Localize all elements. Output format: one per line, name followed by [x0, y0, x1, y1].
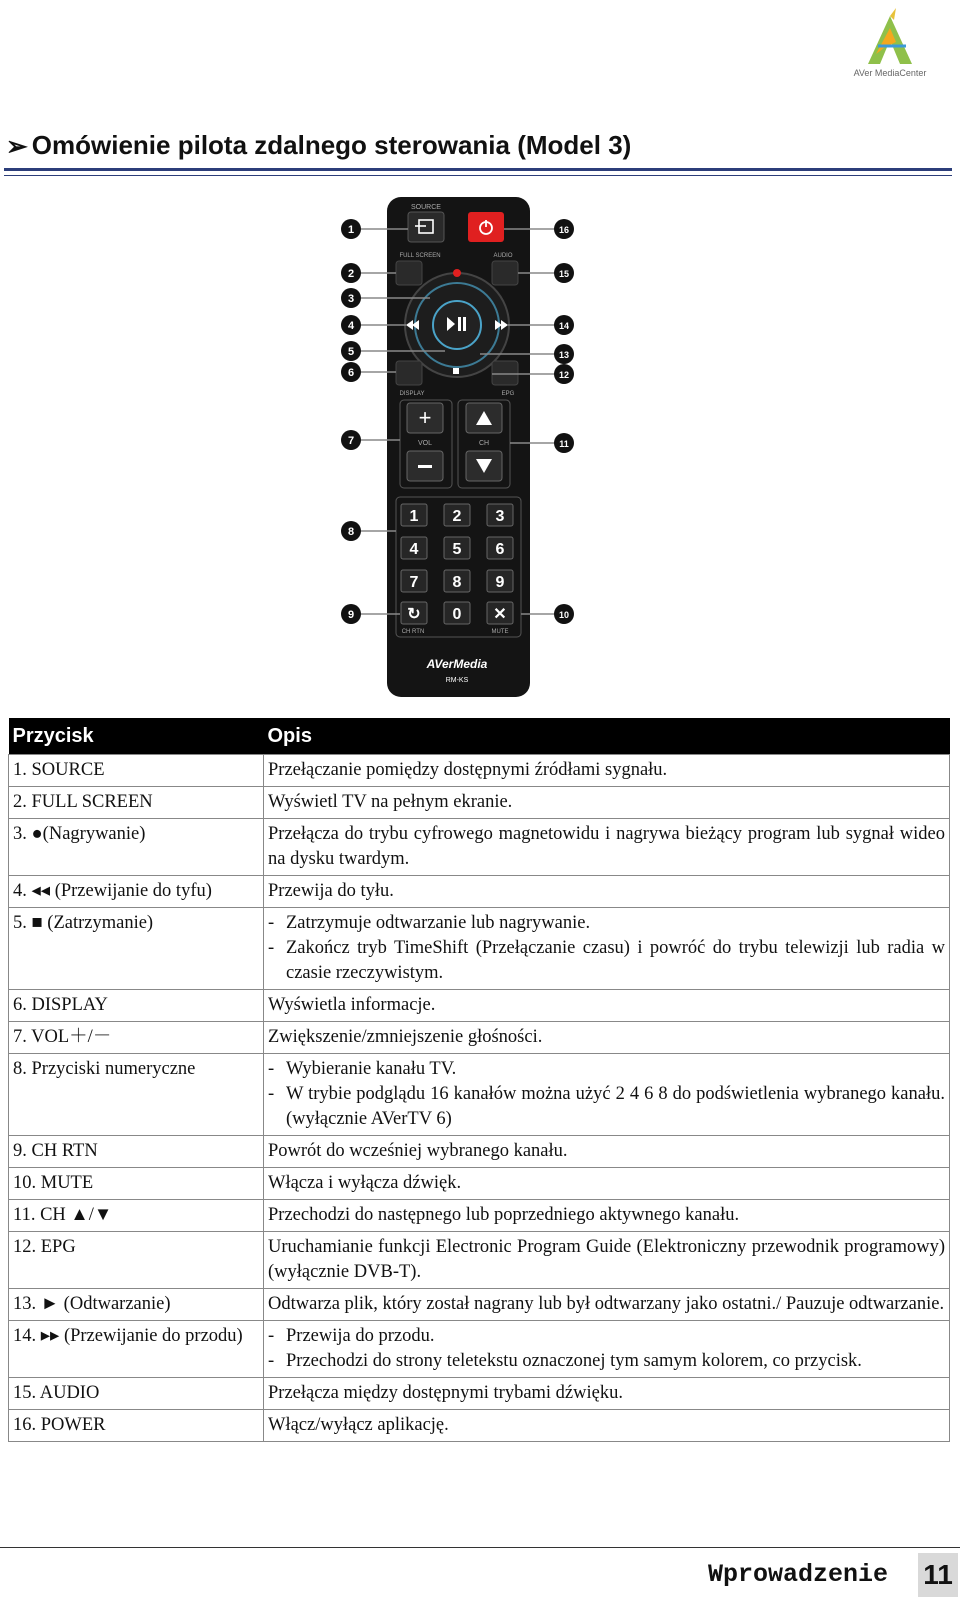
- footer-rule: [0, 1547, 960, 1548]
- description-list-item: [268, 911, 945, 936]
- audio-button: [492, 261, 518, 285]
- remote-label-audio: AUDIO: [493, 253, 513, 259]
- button-name-cell: 3. ●(Nagrywanie): [9, 819, 264, 876]
- description-text: Przewija do tyłu.: [268, 881, 394, 901]
- table-row: [9, 819, 950, 876]
- digit-label: 7: [409, 574, 419, 591]
- digit-label: 3: [495, 508, 505, 525]
- header-przycisk: Przycisk: [9, 718, 264, 755]
- description-cell: [264, 1410, 950, 1442]
- callout-number: 5: [347, 346, 355, 358]
- table-row: [9, 1289, 950, 1321]
- avermedia-center-logo: [838, 6, 942, 84]
- table-row: [9, 1136, 950, 1168]
- description-cell: [264, 1232, 950, 1289]
- description-text: Przechodzi do strony teletekstu oznaczonej tym samym kolorem, co przycisk.: [286, 1351, 862, 1371]
- callout-number: 2: [347, 268, 355, 280]
- title-rule-thin: [4, 175, 952, 176]
- dash-bullet: -: [268, 938, 275, 958]
- source-button: [408, 212, 444, 242]
- button-name-cell: 6. DISPLAY: [9, 990, 264, 1022]
- description-text: Przechodzi do następnego lub poprzedniego aktywnego kanału.: [268, 1205, 740, 1225]
- description-text: Przełącza między dostępnymi trybami dźwięku.: [268, 1383, 623, 1403]
- title-rule-thick: [4, 168, 952, 171]
- description-cell: [264, 1136, 950, 1168]
- table-row: [9, 787, 950, 819]
- page-number: 11: [918, 1553, 958, 1597]
- epg-button: [492, 361, 518, 385]
- remote-label-display: DISPLAY: [399, 391, 425, 397]
- callout-number: 12: [558, 370, 570, 380]
- button-name-cell: 15. AUDIO: [9, 1378, 264, 1410]
- callout-number: 4: [347, 320, 355, 332]
- dash-bullet: -: [268, 1326, 275, 1346]
- remote-label-ch-rtn: CH RTN: [401, 629, 425, 635]
- description-text: Przełączanie pomiędzy dostępnymi źródłami sygnału.: [268, 760, 668, 780]
- remote-label-full-screen: FULL SCREEN: [399, 253, 441, 259]
- page-title: [6, 130, 631, 161]
- digit-label: 0: [452, 606, 462, 623]
- table-row: [9, 1054, 950, 1136]
- description-text: W trybie podglądu 16 kanałów można użyć 2 4 6 8 do podświetlenia wybranego kanału. (wyłącznie AVerTV 6): [286, 1084, 945, 1129]
- description-list-item: [268, 1324, 945, 1349]
- digit-label: 9: [495, 574, 505, 591]
- table-row: [9, 1410, 950, 1442]
- logo-text: AVer MediaCenter: [853, 68, 927, 78]
- description-cell: [264, 755, 950, 787]
- table-row: [9, 1022, 950, 1054]
- description-text: Zwiększenie/zmniejszenie głośności.: [268, 1027, 543, 1047]
- page-title-text: Omówienie pilota zdalnego sterowania (Model 3): [31, 130, 632, 160]
- table-row: [9, 1321, 950, 1378]
- header-opis: Opis: [264, 718, 950, 755]
- button-name-cell: 7. VOL＋/－: [9, 1022, 264, 1054]
- logo-a-icon: [838, 6, 942, 68]
- callout-number: 10: [558, 610, 570, 620]
- button-name-cell: 4. ◂◂ (Przewijanie do tyfu): [9, 876, 264, 908]
- description-text: Przełącza do trybu cyfrowego magnetowidu i nagrywa bieżący program lub sygnał wideo na dysku twardym.: [268, 824, 945, 869]
- digit-label: 1: [409, 508, 419, 525]
- stop-icon: [453, 368, 459, 374]
- description-cell: [264, 1200, 950, 1232]
- description-text: Włącza i wyłącza dźwięk.: [268, 1173, 462, 1193]
- button-name-cell: 1. SOURCE: [9, 755, 264, 787]
- digit-label: 6: [495, 541, 505, 558]
- button-name-cell: 9. CH RTN: [9, 1136, 264, 1168]
- callout-number: 16: [558, 225, 570, 235]
- dash-bullet: -: [268, 1084, 275, 1104]
- full-screen-button: [396, 261, 422, 285]
- mute-icon: ✕: [493, 606, 507, 623]
- description-text: Odtwarza plik, który został nagrany lub był odtwarzany jako ostatni./ Pauzuje odtwarzanie.: [268, 1294, 945, 1314]
- description-text: Uruchamianie funkcji Electronic Program Guide (Elektroniczny przewodnik programowy) (wyłącznie DVB-T).: [268, 1237, 945, 1282]
- ch-rtn-icon: ↻: [407, 606, 421, 623]
- description-cell: [264, 908, 950, 990]
- description-cell: [264, 1378, 950, 1410]
- callout-number: 1: [347, 224, 355, 236]
- table-row: [9, 908, 950, 990]
- callout-number: 6: [347, 367, 355, 379]
- table-row: [9, 1232, 950, 1289]
- button-name-cell: 5. ■ (Zatrzymanie): [9, 908, 264, 990]
- button-name-cell: 11. CH ▲/▼: [9, 1200, 264, 1232]
- description-list-item: [268, 1082, 945, 1132]
- description-text: Zatrzymuje odtwarzanie lub nagrywanie.: [286, 913, 591, 933]
- display-button: [396, 361, 422, 385]
- digit-label: 8: [452, 574, 462, 591]
- description-list-item: [268, 1057, 945, 1082]
- table-row: [9, 876, 950, 908]
- footer-section-name: Wprowadzenie: [708, 1560, 889, 1589]
- description-cell: [264, 990, 950, 1022]
- button-name-cell: 14. ▸▸ (Przewijanie do przodu): [9, 1321, 264, 1378]
- button-name-cell: 16. POWER: [9, 1410, 264, 1442]
- callout-number: 13: [558, 350, 570, 360]
- dash-bullet: -: [268, 1351, 275, 1371]
- table-header-row: [9, 718, 950, 755]
- callout-number: 11: [559, 439, 569, 449]
- callout-number: 3: [347, 293, 355, 305]
- button-name-cell: 10. MUTE: [9, 1168, 264, 1200]
- callout-number: 15: [558, 269, 570, 279]
- record-icon: [453, 269, 461, 277]
- remote-brand: AVerMedia: [426, 657, 488, 671]
- description-list-item: [268, 1349, 945, 1374]
- table-row: [9, 755, 950, 787]
- remote-control-figure: [320, 195, 620, 710]
- description-list-item: [268, 936, 945, 986]
- description-text: Powrót do wcześniej wybranego kanału.: [268, 1141, 568, 1161]
- button-name-cell: 8. Przyciski numeryczne: [9, 1054, 264, 1136]
- description-cell: [264, 819, 950, 876]
- description-cell: [264, 876, 950, 908]
- dash-bullet: -: [268, 1059, 275, 1079]
- description-text: Włącz/wyłącz aplikację.: [268, 1415, 449, 1435]
- digit-label: 2: [452, 508, 462, 525]
- description-cell: [264, 1168, 950, 1200]
- table-row: [9, 990, 950, 1022]
- callout-number: 8: [347, 526, 355, 538]
- description-text: Wyświetl TV na pełnym ekranie.: [268, 792, 513, 812]
- description-cell: [264, 1022, 950, 1054]
- remote-label-mute: MUTE: [491, 629, 509, 635]
- button-name-cell: 13. ► (Odtwarzanie): [9, 1289, 264, 1321]
- description-text: Zakończ tryb TimeShift (Przełączanie czasu) i powróć do trybu telewizji lub radia w czasie rzeczywistym.: [286, 938, 945, 983]
- description-text: Przewija do przodu.: [286, 1326, 435, 1346]
- table-row: [9, 1168, 950, 1200]
- play-pause-button: [433, 301, 481, 349]
- table-row: [9, 1200, 950, 1232]
- remote-model: RM-KS: [445, 677, 469, 684]
- description-cell: [264, 787, 950, 819]
- description-cell: [264, 1289, 950, 1321]
- callout-number: 9: [347, 609, 355, 621]
- button-name-cell: 2. FULL SCREEN: [9, 787, 264, 819]
- minus-icon: [418, 465, 432, 468]
- remote-label-ch: CH: [478, 440, 490, 447]
- description-cell: [264, 1054, 950, 1136]
- digit-label: 5: [452, 541, 462, 558]
- digit-label: 4: [409, 541, 419, 558]
- button-name-cell: 12. EPG: [9, 1232, 264, 1289]
- button-description-table: [8, 718, 950, 1442]
- callout-number: 14: [558, 321, 570, 331]
- description-text: Wybieranie kanału TV.: [286, 1059, 457, 1079]
- arrow-bullet-icon: ➢: [6, 130, 28, 161]
- table-row: [9, 1378, 950, 1410]
- remote-label-epg: EPG: [501, 391, 515, 397]
- remote-label-vol: VOL: [417, 440, 433, 447]
- remote-label-source: SOURCE: [411, 204, 441, 211]
- plus-icon: +: [418, 405, 432, 430]
- table-body: [9, 755, 950, 1442]
- callout-number: 7: [347, 435, 355, 447]
- dash-bullet: -: [268, 913, 275, 933]
- description-text: Wyświetla informacje.: [268, 995, 436, 1015]
- description-cell: [264, 1321, 950, 1378]
